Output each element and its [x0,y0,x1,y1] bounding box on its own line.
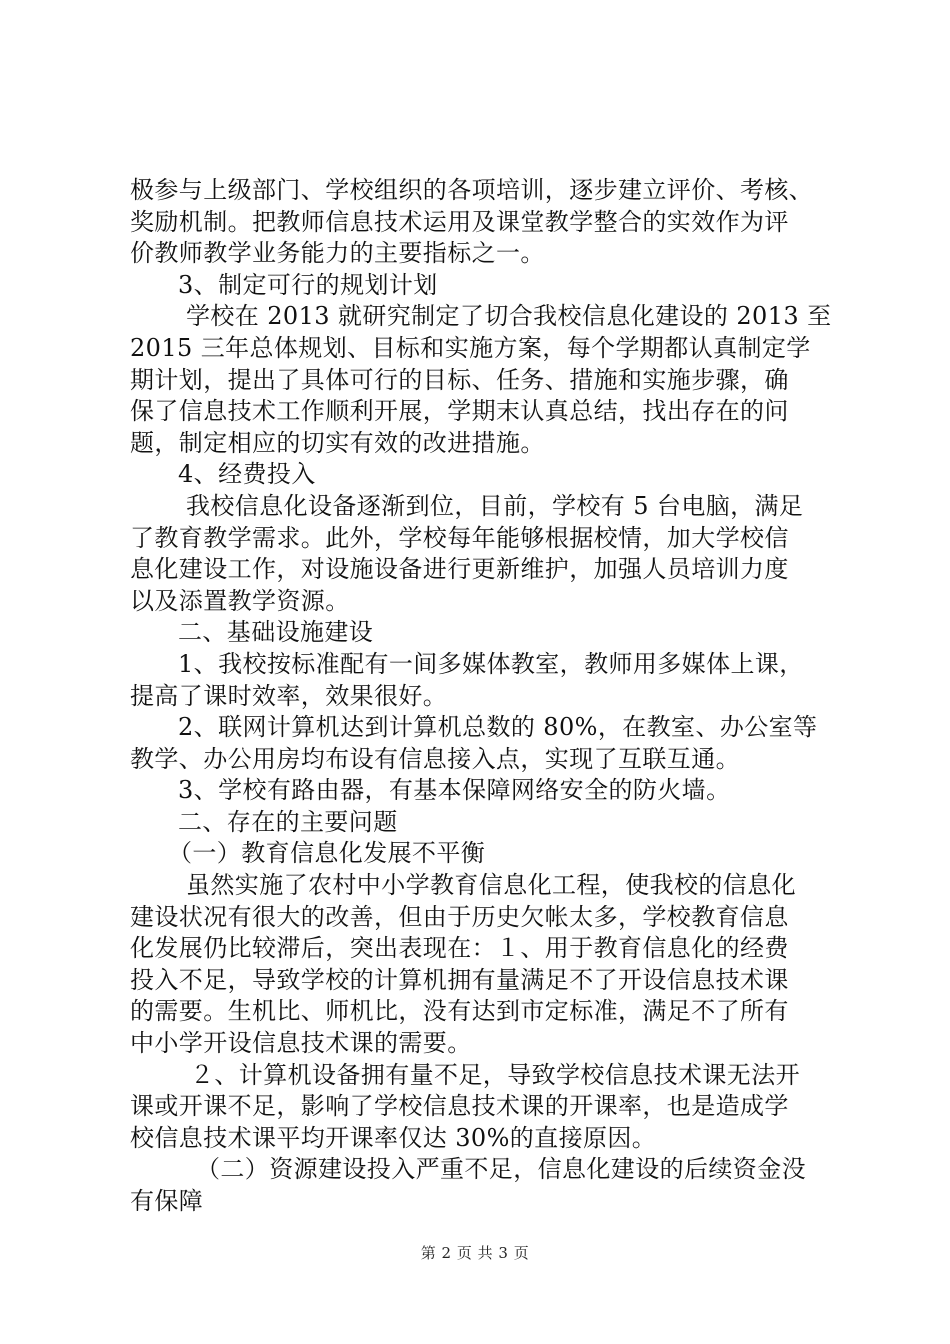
subsection-heading: （一）教育信息化发展不平衡 [168,839,486,868]
text-line: 教学、办公用房均布设有信息接入点，实现了互联互通。 [130,744,740,773]
text-line: 题，制定相应的切实有效的改进措施。 [130,428,545,457]
text-line: 了教育教学需求。此外，学校每年能够根据校情，加大学校信 [130,523,789,552]
section-heading: 3、制定可行的规划计划 [178,270,438,299]
text-line: 建设状况有很大的改善，但由于历史欠帐太多，学校教育信息 [130,902,789,931]
text-line: 课或开课不足，影响了学校信息技术课的开课率，也是造成学 [130,1092,789,1121]
text-line: 校信息技术课平均开课率仅达 30%的直接原因。 [130,1123,657,1152]
section-heading: 二、基础设施建设 [178,618,374,647]
document-body [130,175,830,1218]
text-line: 极参与上级部门、学校组织的各项培训，逐步建立评价、考核、 [130,176,814,204]
text-line: 保了信息技术工作顺利开展，学期末认真总结，找出存在的问 [130,397,789,426]
subsection-heading: （二）资源建设投入严重不足，信息化建设的后续资金没 [196,1155,806,1184]
section-heading: 4、经费投入 [178,460,316,489]
text-line: 提高了课时效率，效果很好。 [130,681,448,710]
text-line: 化发展仍比较滞后，突出表现在：１、用于教育信息化的经费 [130,934,789,963]
text-line: 价教师教学业务能力的主要指标之一。 [130,239,545,268]
text-line: 的需要。生机比、师机比，没有达到市定标准，满足不了所有 [130,997,789,1026]
text-line: 有保障 [130,1187,204,1215]
section-heading: 二、存在的主要问题 [178,807,398,836]
page-number-footer: 第 2 页 共 3 页 [420,1244,530,1262]
text-line: 2、联网计算机达到计算机总数的 80%，在教室、办公室等 [178,713,818,742]
text-line: 以及添置教学资源。 [130,586,350,615]
text-line: 2015 三年总体规划、目标和实施方案，每个学期都认真制定学 [130,333,811,362]
text-line: 投入不足，导致学校的计算机拥有量满足不了开设信息技术课 [130,965,789,994]
text-line: ２、计算机设备拥有量不足，导致学校信息技术课无法开 [190,1060,800,1089]
text-line: 虽然实施了农村中小学教育信息化工程，使我校的信息化 [186,871,796,900]
text-line: 奖励机制。把教师信息技术运用及课堂教学整合的实效作为评 [130,207,789,236]
text-line: 3、学校有路由器，有基本保障网络安全的防火墙。 [178,776,731,805]
text-line: 1、我校按标准配有一间多媒体教室，教师用多媒体上课， [178,649,804,678]
text-line: 学校在 2013 就研究制定了切合我校信息化建设的 2013 至 [186,302,832,331]
text-line: 息化建设工作，对设施设备进行更新维护，加强人员培训力度 [130,555,789,584]
text-line: 中小学开设信息技术课的需要。 [130,1029,472,1058]
text-line: 期计划，提出了具体可行的目标、任务、措施和实施步骤，确 [130,365,789,394]
text-line: 我校信息化设备逐渐到位，目前，学校有 5 台电脑，满足 [186,491,804,520]
